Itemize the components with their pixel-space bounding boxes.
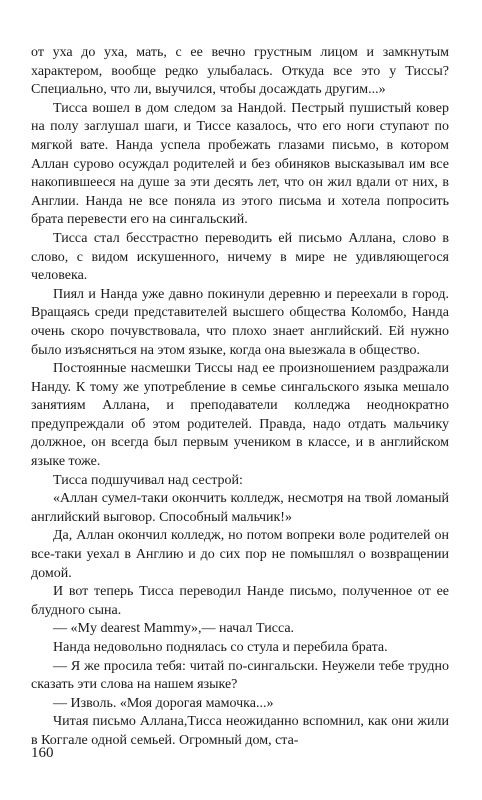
paragraph: — Я же просила тебя: читай по-сингальски. Неужели тебе трудно сказать эти слова на нашем языке? <box>31 658 449 693</box>
paragraph: Тисса вошел в дом следом за Нандой. Пестрый пушистый ковер на полу заглушал шаги, и Тиссе казалось, что его ноги ступают по мягкой вате. Нанда успела пробежать глазами письмо, в котором Аллан сурово осуждал родителей и без обиняков высказывал им все накопившееся на душе за эти десять лет, что он жил вдали от них, в Англии. Нанда не все поняла из этого письма и хотела попросить брата перевести его на сингальский. <box>31 100 449 228</box>
paragraph: И вот теперь Тисса переводил Нанде письмо, полученное от ее блудного сына. <box>31 584 449 618</box>
page-number: 160 <box>31 745 54 761</box>
paragraph: — «My dearest Mammy»,— начал Тисса. <box>53 621 295 637</box>
paragraph: Да, Аллан окончил колледж, но потом вопреки воле родителей он все-таки уехал в Англию и до сих пор не помышлял о возвращении домой. <box>31 528 449 581</box>
paragraph: Читая письмо Аллана,Тисса неожиданно вспомнил, как они жили в Коггале одной семьей. Огромный дом, ста- <box>31 714 449 748</box>
paragraph: Тисса стал бесстрастно переводить ей письмо Аллана, слово в слово, с видом искушенного, ничему в мире не удивляющегося человека. <box>31 230 449 284</box>
paragraph: «Аллан сумел-таки окончить колледж, несмотря на твой ломаный английский выговор. Способный мальчик!» <box>31 491 449 525</box>
paragraph: Нанда недовольно поднялась со стула и перебила брата. <box>53 640 388 655</box>
paragraph: Тисса подшучивал над сестрой: <box>53 472 243 488</box>
paragraph: Пиял и Нанда уже давно покинули деревню и переехали в город. Вращаясь среди представителей высшего общества Коломбо, Нанда очень скоро почувствовала, что плохо знает английский. Ей нужно было изъясняться на этом языке, когда она выезжала в общество. <box>31 286 449 358</box>
paragraph: — Изволь. «Моя дорогая мамочка...» <box>53 695 274 711</box>
page-text <box>31 44 449 751</box>
paragraph: Постоянные насмешки Тиссы над ее произношением раздражали Нанду. К тому же употребление в семье сингальского языка мешало занятиям Аллана, и преподаватели колледжа неоднократно предупреждали об этом родителей. Правда, надо отдать мальчику должное, он всегда был первым учеником в классе, и в английском языке тоже. <box>31 361 449 470</box>
paragraph: от уха до уха, мать, с ее вечно грустным лицом и замкнутым характером, вообще редко улыбалась. Откуда все это у Тиссы? Специально, что ли, выучился, чтобы досаждать другим...» <box>31 45 449 98</box>
